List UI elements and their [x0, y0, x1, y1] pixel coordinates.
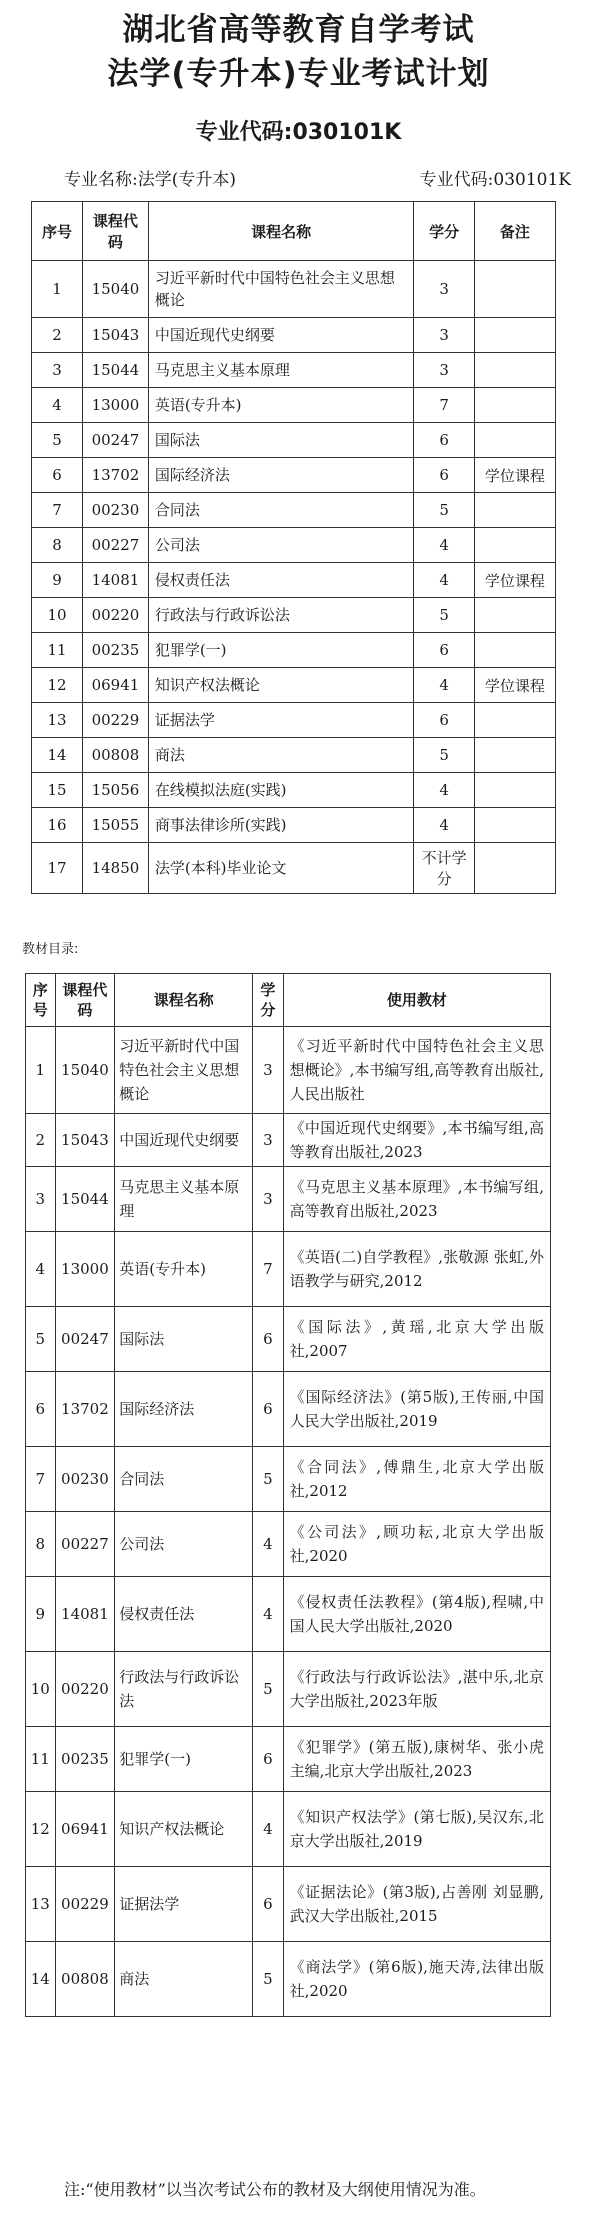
row-number: 14: [32, 738, 83, 773]
credit: 4: [414, 808, 474, 843]
textbook-info: 《中国近现代史纲要》,本书编写组,高等教育出版社,2023: [283, 1114, 550, 1167]
credit: 6: [414, 703, 474, 738]
table-row: [26, 1867, 551, 1942]
row-number: 12: [26, 1792, 56, 1867]
textbook-info: 《商法学》(第6版),施天涛,法律出版社,2020: [283, 1942, 550, 2017]
course-name: 在线模拟法庭(实践): [148, 773, 414, 808]
row-number: 10: [26, 1652, 56, 1727]
credit: 4: [414, 773, 474, 808]
row-number: 14: [26, 1942, 56, 2017]
course-name: 犯罪学(一): [115, 1727, 253, 1792]
textbook-section-label: 教材目录:: [22, 942, 79, 957]
row-number: 11: [32, 633, 83, 668]
major-code-heading: 专业代码:030101K: [195, 120, 402, 145]
course-code: 15043: [55, 1114, 115, 1167]
row-number: 4: [26, 1232, 56, 1307]
course-code: 15040: [55, 1027, 115, 1114]
course-name: 合同法: [115, 1447, 253, 1512]
course-name: 商法: [115, 1942, 253, 2017]
course-code: 00220: [83, 598, 149, 633]
table-row: [26, 1307, 551, 1372]
course-code: 00230: [83, 493, 149, 528]
textbook-info: 《知识产权法学》(第七版),吴汉东,北京大学出版社,2019: [283, 1792, 550, 1867]
header-note: 备注: [474, 202, 555, 261]
row-number: 10: [32, 598, 83, 633]
table-row: [32, 598, 556, 633]
textbook-rows: [26, 1027, 551, 2017]
course-code: 00229: [55, 1867, 115, 1942]
course-code: 15056: [83, 773, 149, 808]
course-code: 00227: [83, 528, 149, 563]
course-name: 犯罪学(一): [148, 633, 414, 668]
remark: 学位课程: [474, 668, 555, 703]
credit: 5: [414, 493, 474, 528]
course-code: 15044: [83, 353, 149, 388]
row-number: 13: [32, 703, 83, 738]
credit: 5: [414, 738, 474, 773]
table-row: [32, 261, 556, 318]
table-header-row: [32, 202, 556, 261]
course-name: 行政法与行政诉讼法: [115, 1652, 253, 1727]
row-number: 17: [32, 843, 83, 894]
table-row: [32, 668, 556, 703]
course-code: 14081: [55, 1577, 115, 1652]
remark: [474, 388, 555, 423]
row-number: 11: [26, 1727, 56, 1792]
table-row: [26, 1232, 551, 1307]
course-name: 国际法: [115, 1307, 253, 1372]
header-code: 课程代码: [83, 202, 149, 261]
row-number: 7: [32, 493, 83, 528]
course-name: 马克思主义基本原理: [115, 1167, 253, 1232]
course-code: 14850: [83, 843, 149, 894]
credit: 6: [253, 1307, 284, 1372]
course-name: 商事法律诊所(实践): [148, 808, 414, 843]
credit: 3: [414, 261, 474, 318]
course-code: 00808: [55, 1942, 115, 2017]
course-name: 习近平新时代中国特色社会主义思想概论: [148, 261, 414, 318]
credit: 4: [253, 1577, 284, 1652]
exam-plan-rows: [32, 261, 556, 894]
course-name: 行政法与行政诉讼法: [148, 598, 414, 633]
course-code: 00229: [83, 703, 149, 738]
row-number: 7: [26, 1447, 56, 1512]
table-row: [26, 1512, 551, 1577]
credit: 6: [414, 458, 474, 493]
course-name: 商法: [148, 738, 414, 773]
remark: [474, 598, 555, 633]
remark: [474, 261, 555, 318]
remark: [474, 703, 555, 738]
course-code: 06941: [55, 1792, 115, 1867]
course-name: 国际经济法: [115, 1372, 253, 1447]
header-code: 课程代码: [55, 974, 115, 1027]
course-code: 00220: [55, 1652, 115, 1727]
course-name: 国际法: [148, 423, 414, 458]
table-row: [26, 1577, 551, 1652]
row-number: 5: [32, 423, 83, 458]
course-name: 知识产权法概论: [148, 668, 414, 703]
table-header-row: [26, 974, 551, 1027]
table-row: [26, 1114, 551, 1167]
row-number: 9: [32, 563, 83, 598]
credit: 不计学分: [414, 843, 474, 894]
textbook-info: 《马克思主义基本原理》,本书编写组,高等教育出版社,2023: [283, 1167, 550, 1232]
course-name: 马克思主义基本原理: [148, 353, 414, 388]
credit: 5: [253, 1652, 284, 1727]
course-name: 中国近现代史纲要: [148, 318, 414, 353]
textbook-info: 《国际法》,黄瑶,北京大学出版社,2007: [283, 1307, 550, 1372]
table-row: [32, 738, 556, 773]
header-credit: 学分: [414, 202, 474, 261]
credit: 4: [414, 563, 474, 598]
header-no: 序号: [26, 974, 56, 1027]
textbook-table: [25, 973, 551, 2017]
table-row: [32, 388, 556, 423]
header-textbook: 使用教材: [283, 974, 550, 1027]
textbook-info: 《证据法论》(第3版),占善刚 刘显鹏,武汉大学出版社,2015: [283, 1867, 550, 1942]
row-number: 15: [32, 773, 83, 808]
major-code: 专业代码:030101K: [419, 170, 571, 190]
course-name: 侵权责任法: [115, 1577, 253, 1652]
course-code: 14081: [83, 563, 149, 598]
row-number: 6: [26, 1372, 56, 1447]
row-number: 2: [32, 318, 83, 353]
course-name: 公司法: [115, 1512, 253, 1577]
course-name: 英语(专升本): [115, 1232, 253, 1307]
row-number: 9: [26, 1577, 56, 1652]
textbook-info: 《国际经济法》(第5版),王传丽,中国人民大学出版社,2019: [283, 1372, 550, 1447]
header-credit: 学分: [253, 974, 284, 1027]
course-name: 国际经济法: [148, 458, 414, 493]
course-name: 合同法: [148, 493, 414, 528]
credit: 6: [253, 1727, 284, 1792]
header-course-name: 课程名称: [148, 202, 414, 261]
table-row: [32, 773, 556, 808]
remark: [474, 808, 555, 843]
credit: 3: [253, 1114, 284, 1167]
page-subtitle: 法学(专升本)专业考试计划: [107, 56, 490, 92]
course-code: 15040: [83, 261, 149, 318]
credit: 3: [253, 1027, 284, 1114]
row-number: 5: [26, 1307, 56, 1372]
course-code: 15055: [83, 808, 149, 843]
credit: 3: [414, 318, 474, 353]
textbook-info: 《合同法》,傅鼎生,北京大学出版社,2012: [283, 1447, 550, 1512]
major-name: 专业名称:法学(专升本): [64, 170, 236, 190]
credit: 4: [253, 1512, 284, 1577]
textbook-info: 《犯罪学》(第五版),康树华、张小虎主编,北京大学出版社,2023: [283, 1727, 550, 1792]
credit: 6: [253, 1372, 284, 1447]
remark: [474, 318, 555, 353]
credit: 7: [253, 1232, 284, 1307]
row-number: 6: [32, 458, 83, 493]
row-number: 1: [32, 261, 83, 318]
table-row: [26, 1727, 551, 1792]
table-row: [32, 633, 556, 668]
table-row: [32, 493, 556, 528]
course-name: 中国近现代史纲要: [115, 1114, 253, 1167]
table-row: [32, 423, 556, 458]
course-name: 知识产权法概论: [115, 1792, 253, 1867]
course-code: 13702: [83, 458, 149, 493]
row-number: 4: [32, 388, 83, 423]
textbook-info: 《行政法与行政诉讼法》,湛中乐,北京大学出版社,2023年版: [283, 1652, 550, 1727]
textbook-info: 《侵权责任法教程》(第4版),程啸,中国人民大学出版社,2020: [283, 1577, 550, 1652]
table-row: [32, 528, 556, 563]
credit: 6: [414, 633, 474, 668]
course-name: 英语(专升本): [148, 388, 414, 423]
credit: 6: [414, 423, 474, 458]
course-code: 00808: [83, 738, 149, 773]
credit: 3: [414, 353, 474, 388]
course-name: 侵权责任法: [148, 563, 414, 598]
course-name: 证据法学: [115, 1867, 253, 1942]
row-number: 2: [26, 1114, 56, 1167]
remark: [474, 423, 555, 458]
remark: 学位课程: [474, 563, 555, 598]
textbook-info: 《英语(二)自学教程》,张敬源 张虹,外语教学与研究,2012: [283, 1232, 550, 1307]
row-number: 3: [32, 353, 83, 388]
remark: [474, 773, 555, 808]
table-row: [32, 353, 556, 388]
remark: [474, 353, 555, 388]
table-row: [26, 1652, 551, 1727]
row-number: 13: [26, 1867, 56, 1942]
row-number: 3: [26, 1167, 56, 1232]
textbook-info: 《习近平新时代中国特色社会主义思想概论》,本书编写组,高等教育出版社,人民出版社: [283, 1027, 550, 1114]
course-code: 00247: [55, 1307, 115, 1372]
remark: [474, 528, 555, 563]
credit: 3: [253, 1167, 284, 1232]
header-no: 序号: [32, 202, 83, 261]
table-row: [32, 703, 556, 738]
credit: 7: [414, 388, 474, 423]
course-code: 13000: [55, 1232, 115, 1307]
course-code: 06941: [83, 668, 149, 703]
table-row: [32, 808, 556, 843]
row-number: 8: [32, 528, 83, 563]
row-number: 16: [32, 808, 83, 843]
credit: 4: [414, 528, 474, 563]
table-row: [26, 1372, 551, 1447]
course-name: 习近平新时代中国特色社会主义思想概论: [115, 1027, 253, 1114]
credit: 5: [253, 1942, 284, 2017]
table-row: [26, 1792, 551, 1867]
course-code: 00230: [55, 1447, 115, 1512]
credit: 6: [253, 1867, 284, 1942]
course-name: 法学(本科)毕业论文: [148, 843, 414, 894]
row-number: 8: [26, 1512, 56, 1577]
credit: 4: [253, 1792, 284, 1867]
remark: [474, 493, 555, 528]
course-name: 证据法学: [148, 703, 414, 738]
exam-plan-table: [31, 201, 556, 894]
credit: 5: [414, 598, 474, 633]
course-name: 公司法: [148, 528, 414, 563]
credit: 4: [414, 668, 474, 703]
course-code: 15044: [55, 1167, 115, 1232]
header-course-name: 课程名称: [115, 974, 253, 1027]
footnote: 注:“使用教材”以当次考试公布的教材及大纲使用情况为准。: [64, 2180, 486, 2199]
table-row: [32, 843, 556, 894]
remark: [474, 843, 555, 894]
credit: 5: [253, 1447, 284, 1512]
table-row: [26, 1027, 551, 1114]
table-row: [26, 1167, 551, 1232]
remark: [474, 633, 555, 668]
table-row: [26, 1942, 551, 2017]
textbook-info: 《公司法》,顾功耘,北京大学出版社,2020: [283, 1512, 550, 1577]
row-number: 1: [26, 1027, 56, 1114]
major-info-row: [64, 168, 571, 192]
remark: 学位课程: [474, 458, 555, 493]
remark: [474, 738, 555, 773]
course-code: 13702: [55, 1372, 115, 1447]
table-row: [32, 563, 556, 598]
table-row: [26, 1447, 551, 1512]
course-code: 00235: [83, 633, 149, 668]
course-code: 00247: [83, 423, 149, 458]
page-title: 湖北省高等教育自学考试: [122, 12, 475, 48]
table-row: [32, 318, 556, 353]
course-code: 15043: [83, 318, 149, 353]
table-row: [32, 458, 556, 493]
course-code: 00235: [55, 1727, 115, 1792]
row-number: 12: [32, 668, 83, 703]
course-code: 00227: [55, 1512, 115, 1577]
course-code: 13000: [83, 388, 149, 423]
